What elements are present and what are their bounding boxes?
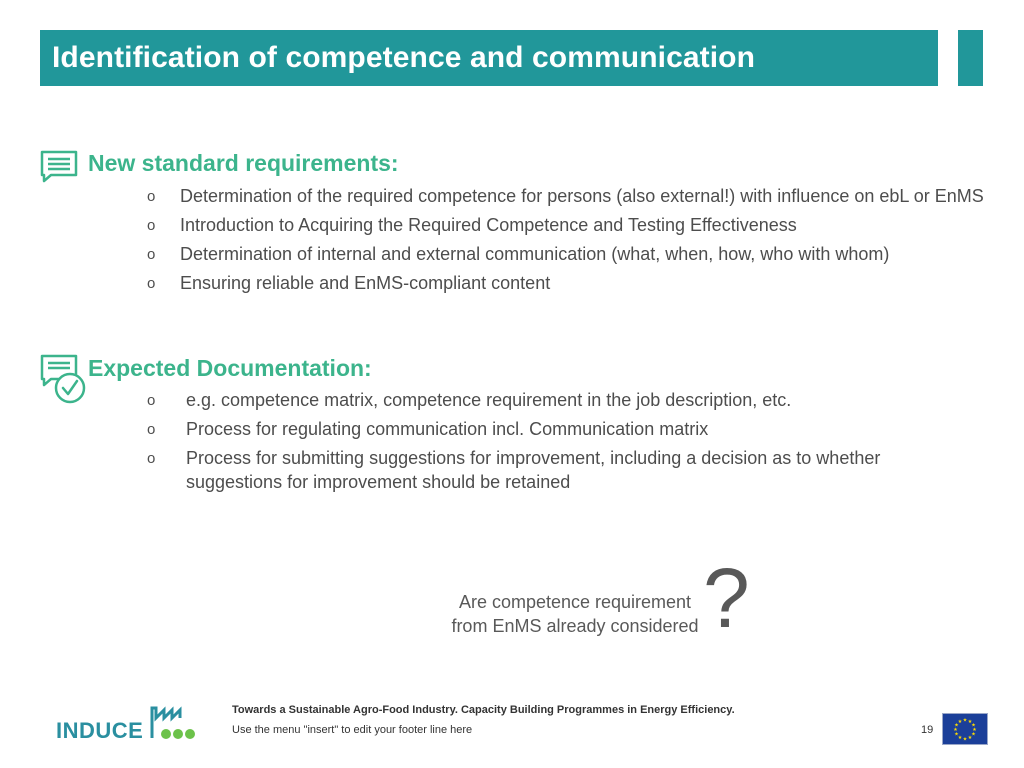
svg-text:★: ★ bbox=[971, 731, 976, 738]
page-number: 19 bbox=[921, 724, 934, 736]
svg-text:★: ★ bbox=[957, 719, 963, 725]
list-item-text: Determination of internal and external communication (what, when, how, who with whom) bbox=[180, 244, 890, 264]
bullet-marker: o bbox=[147, 392, 156, 409]
footer-note: Use the menu "insert" to edit your footer line here bbox=[232, 724, 473, 736]
list-item bbox=[147, 417, 976, 441]
title-bar bbox=[40, 30, 938, 86]
question-mark-icon: ? bbox=[703, 551, 750, 645]
requirements-list bbox=[147, 184, 990, 300]
list-item bbox=[147, 242, 990, 266]
list-item-text: Ensuring reliable and EnMS-compliant content bbox=[180, 273, 551, 293]
bullet-marker: o bbox=[147, 275, 156, 292]
message-list-icon bbox=[39, 149, 79, 183]
list-item-text: Determination of the required competence for persons (also external!) with influence on ebL or EnMS bbox=[180, 186, 984, 206]
bullet-marker: o bbox=[147, 421, 156, 438]
svg-text:★: ★ bbox=[972, 727, 977, 733]
slide-title: Identification of competence and communication bbox=[52, 41, 756, 74]
svg-text:★: ★ bbox=[954, 722, 959, 729]
message-check-icon bbox=[39, 353, 89, 405]
svg-text:★: ★ bbox=[962, 717, 968, 724]
bullet-marker: o bbox=[147, 246, 156, 263]
list-item bbox=[147, 446, 976, 494]
title-accent-bar bbox=[958, 30, 983, 86]
bullet-marker: o bbox=[147, 188, 156, 205]
list-item bbox=[147, 213, 990, 237]
svg-text:★: ★ bbox=[962, 736, 968, 743]
list-item bbox=[147, 388, 976, 412]
list-item bbox=[147, 271, 990, 295]
logo-brand-text: INDUCE bbox=[56, 718, 144, 743]
bullet-marker: o bbox=[147, 450, 156, 467]
documentation-list bbox=[147, 388, 976, 499]
svg-text:★: ★ bbox=[967, 719, 973, 725]
svg-text:★: ★ bbox=[971, 722, 976, 729]
list-item-text: Process for regulating communication incl. Communication matrix bbox=[186, 419, 709, 439]
footer-tagline: Towards a Sustainable Agro-Food Industry. Capacity Building Programmes in Energy Efficiency. bbox=[232, 704, 735, 716]
list-item-text: Process for submitting suggestions for improvement, including a decision as to whether suggestions for improvement should be retained bbox=[186, 448, 881, 492]
list-item-text: Introduction to Acquiring the Required Competence and Testing Effectiveness bbox=[180, 215, 797, 235]
section-heading-documentation: Expected Documentation: bbox=[88, 355, 372, 381]
bullet-marker: o bbox=[147, 217, 156, 234]
section-heading-requirements: New standard requirements: bbox=[88, 150, 399, 176]
svg-text:★: ★ bbox=[954, 731, 959, 738]
question-text: Are competence requirement from EnMS already considered bbox=[451, 592, 699, 636]
list-item-text: e.g. competence matrix, competence requirement in the job description, etc. bbox=[186, 390, 792, 410]
svg-text:★: ★ bbox=[957, 735, 963, 741]
svg-text:★: ★ bbox=[967, 735, 973, 741]
factory-logo-icon bbox=[148, 704, 208, 742]
svg-text:★: ★ bbox=[953, 727, 958, 733]
eu-flag-icon bbox=[942, 713, 988, 745]
list-item bbox=[147, 184, 990, 208]
